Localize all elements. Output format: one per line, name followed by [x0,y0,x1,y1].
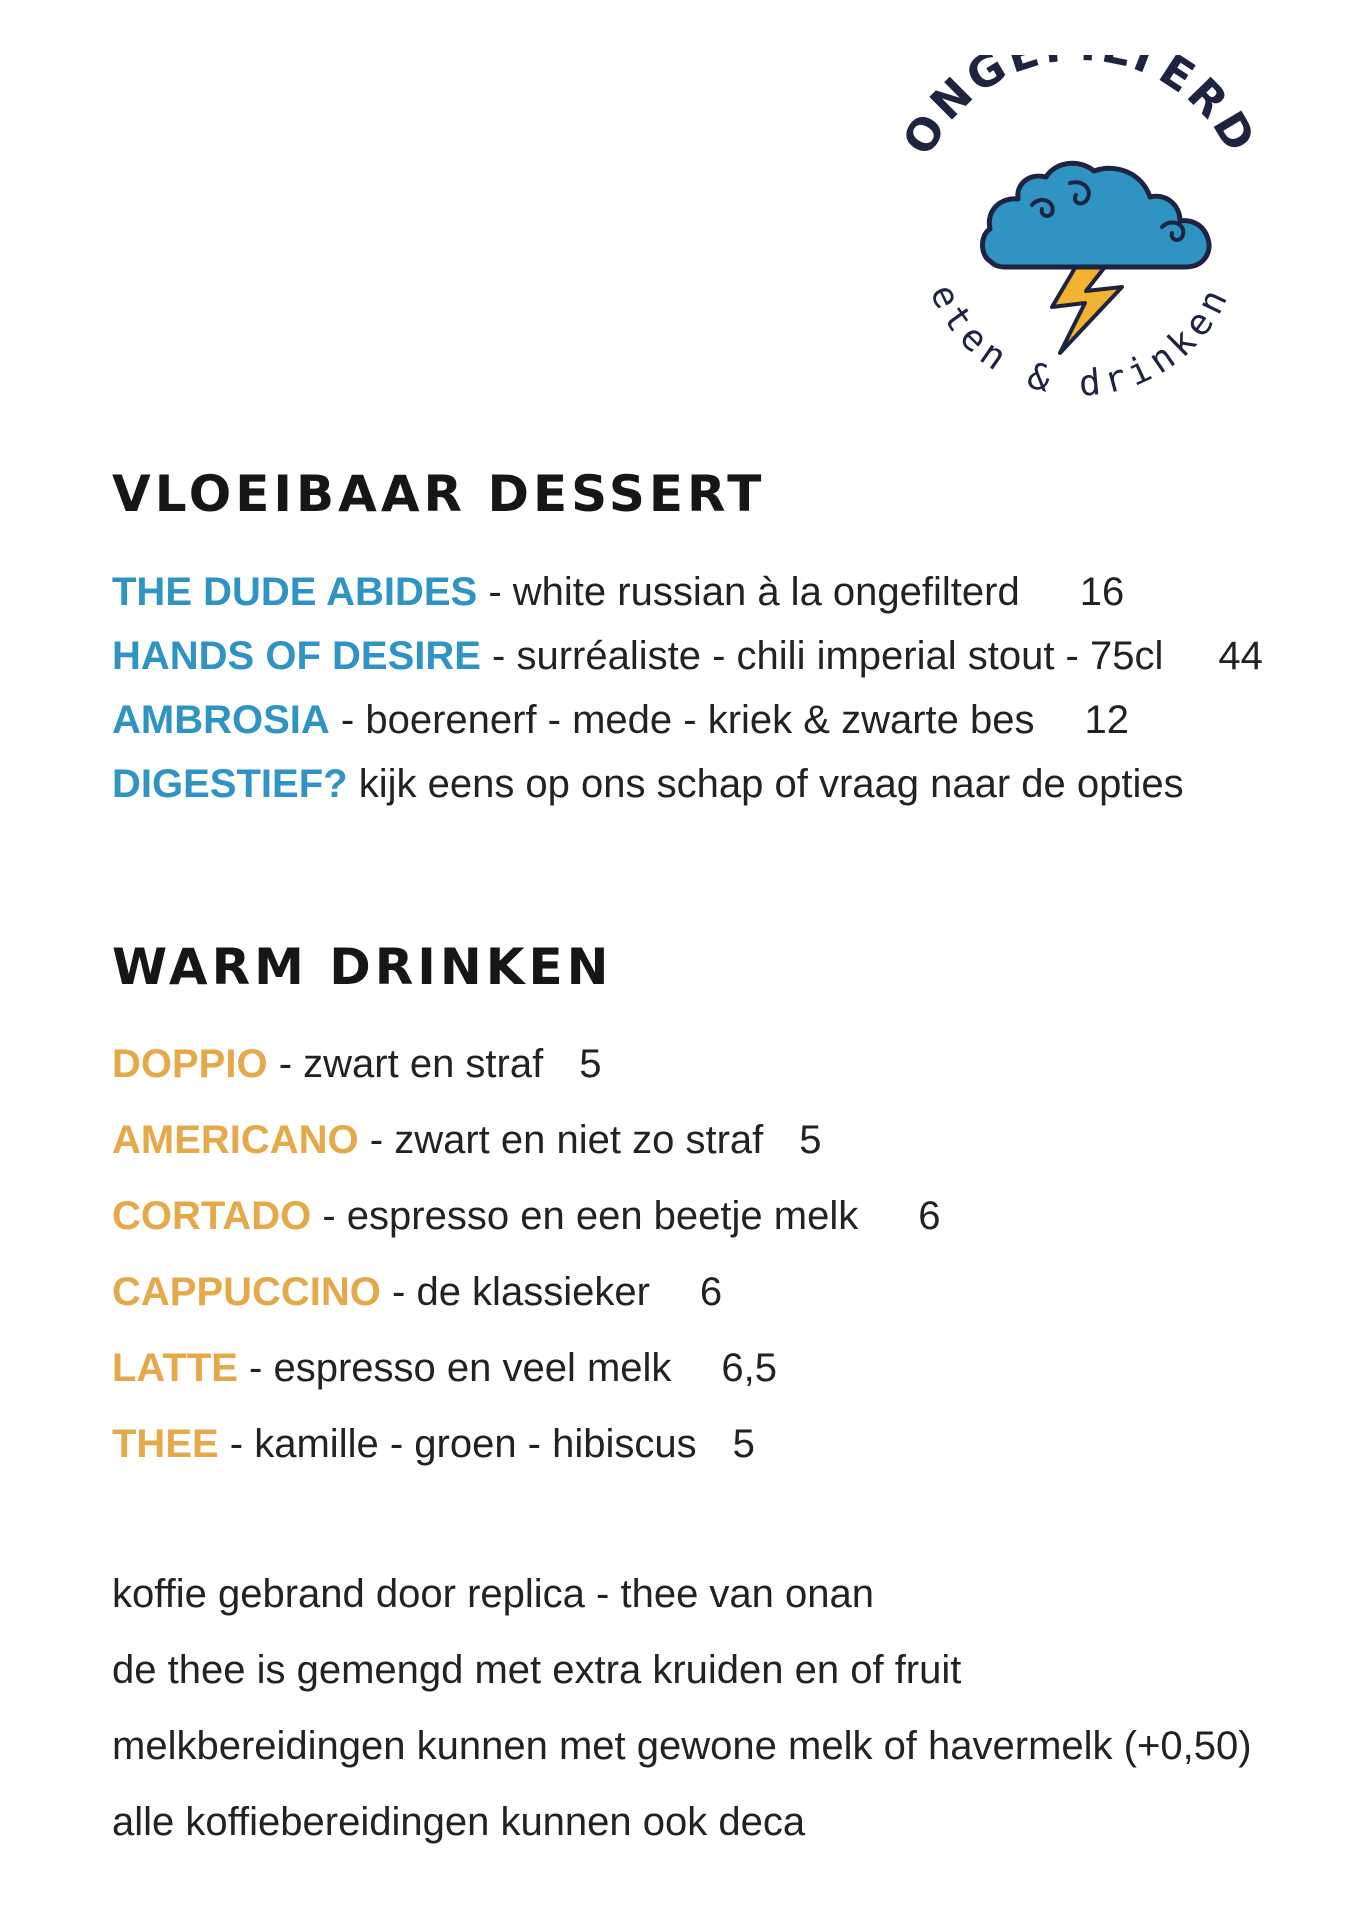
menu-item [112,1118,822,1163]
menu-item-name: CAPPUCCINO [112,1270,381,1314]
menu-item-name: THEE [112,1422,219,1466]
menu-item-price: 12 [1084,698,1129,742]
menu-item-price: 5 [732,1422,755,1466]
logo-bottom-text: eten & drinken [921,277,1239,405]
menu-item [112,1042,601,1087]
menu-item-name: LATTE [112,1346,238,1390]
menu-item-description: - espresso en veel melk [237,1346,672,1390]
menu-item-description: - boerenerf - mede - kriek & zwarte bes [329,698,1035,742]
menu-item-price: 5 [799,1118,822,1162]
menu-item-name: AMERICANO [112,1118,359,1162]
menu-item-price: 6 [918,1194,941,1238]
menu-item-price: 5 [579,1042,602,1086]
menu-item-name: THE DUDE ABIDES [112,570,478,614]
menu-item-description: - white russian à la ongefilterd [477,570,1020,614]
menu-item [112,1194,940,1239]
section-title-warm: WARM DRINKEN [112,938,613,996]
menu-item-description: - zwart en niet zo straf [358,1118,764,1162]
menu-item [112,634,1263,679]
menu-item-description: kijk eens op ons schap of vraag naar de opties [347,762,1184,806]
footnote: melkbereidingen kunnen met gewone melk of havermelk (+0,50) [112,1724,1252,1768]
menu-item-price: 6 [699,1270,723,1314]
footnote: de thee is gemengd met extra kruiden en of fruit [112,1648,962,1692]
menu-item-description: - kamille - groen - hibiscus [218,1422,697,1466]
footnote: koffie gebrand door replica - thee van onan [112,1572,875,1616]
menu-item [112,1346,777,1391]
menu-item-description: - zwart en straf [267,1042,544,1086]
menu-item-name: DOPPIO [112,1042,268,1086]
menu-item-name: DIGESTIEF? [112,762,348,806]
menu-item [112,698,1129,743]
menu-item-description: - de klassieker [380,1270,650,1314]
menu-item-name: CORTADO [112,1194,312,1238]
menu-item-price: 44 [1218,634,1263,678]
logo [880,55,1280,455]
footnote: alle koffiebereidingen kunnen ook deca [112,1800,806,1844]
menu-item [112,570,1124,615]
menu-item-description: - surréaliste - chili imperial stout - 75cl [480,634,1164,678]
menu-item [112,1422,755,1467]
menu-item-price: 6,5 [721,1346,778,1390]
menu-item [112,762,1184,807]
menu-item-price: 16 [1079,570,1125,614]
menu-item-description: - espresso en een beetje melk [311,1194,859,1238]
logo-graphic [880,55,1280,455]
section-title-dessert: VLOEIBAAR DESSERT [112,465,766,523]
logo-top-text: ONG TERD [893,55,1267,164]
menu-item [112,1270,722,1315]
menu-item-name: AMBROSIA [112,698,330,742]
menu-item-name: HANDS OF DESIRE [112,634,481,678]
